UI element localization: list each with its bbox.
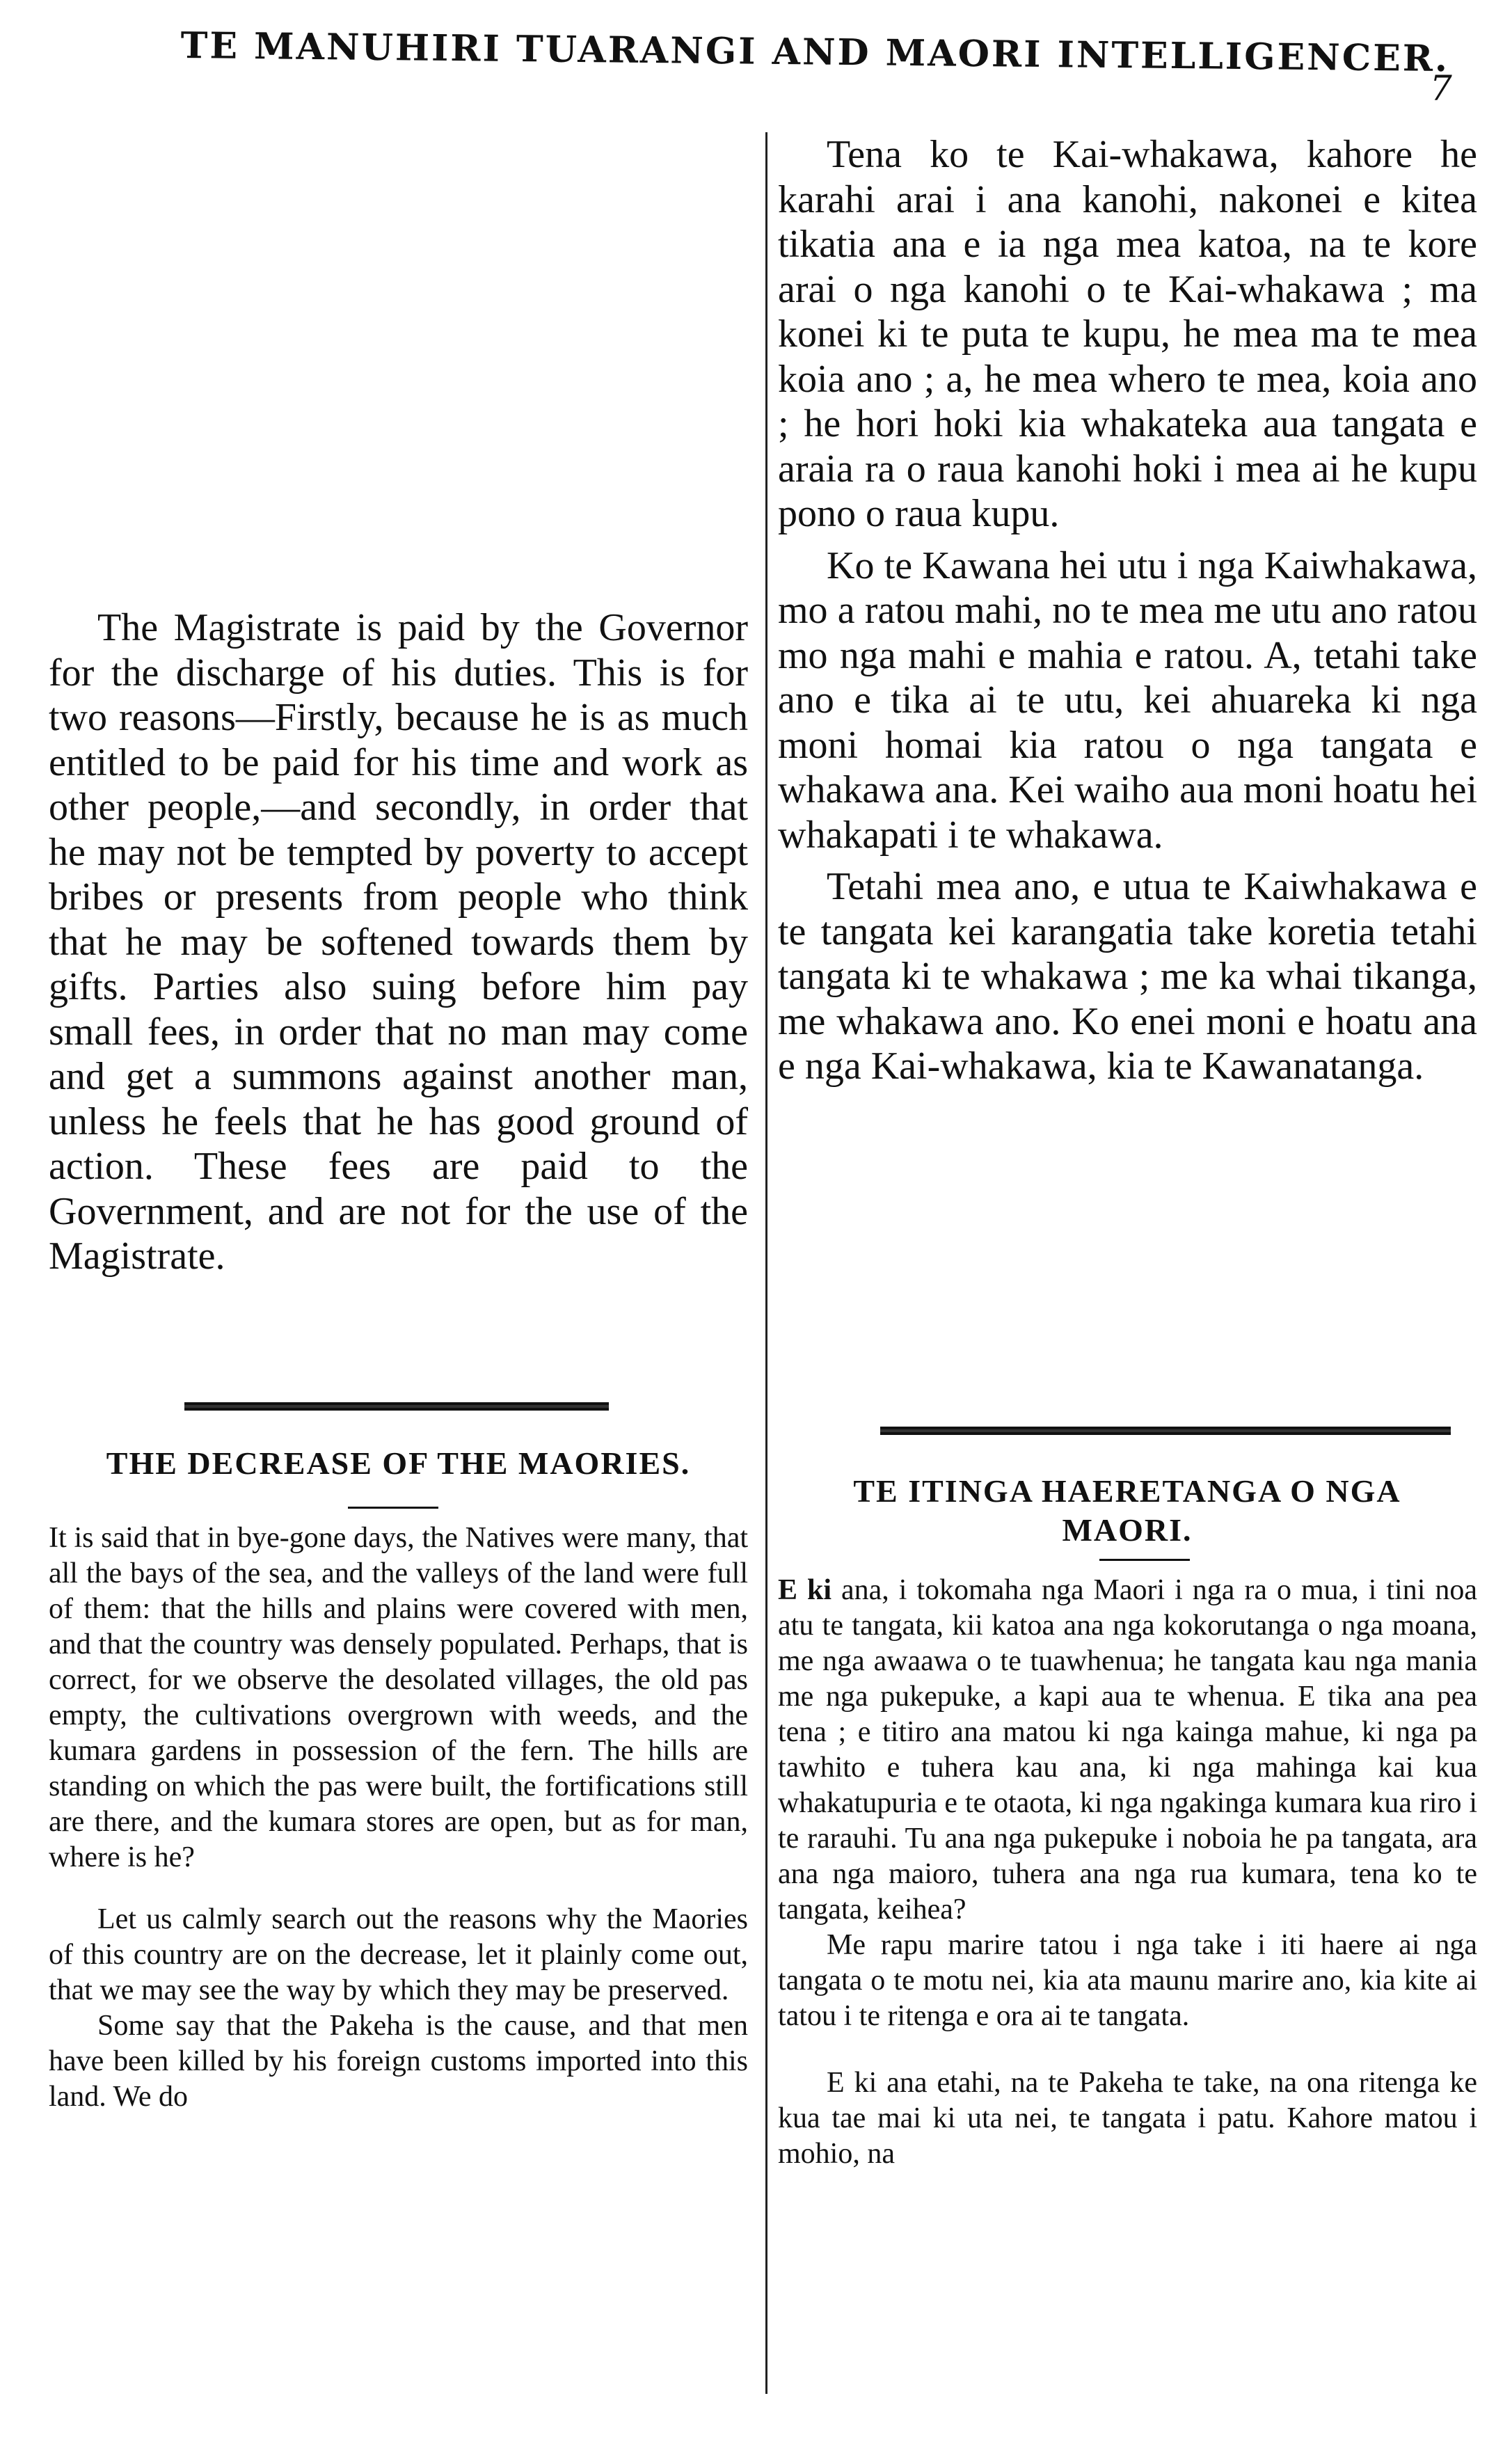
right-section-ornament xyxy=(880,1427,1451,1435)
column-divider xyxy=(765,132,767,2394)
left-column-magistrate xyxy=(49,605,748,1279)
left-section-ornament xyxy=(184,1402,609,1411)
itinga-paragraph-1 xyxy=(778,1573,1477,1928)
decrease-paragraph-3: Some say that the Pakeha is the cause, and that men have been killed by his foreign customs imported into this land. We do xyxy=(49,2010,748,2113)
left-column-decrease xyxy=(49,1521,748,2115)
decrease-paragraph-1: It is said that in bye-gone days, the Natives were many, that all the bays of the sea, and the valleys of the land were full of them: that the hills and plains were covered with men, and that the country was densely populated. Perhaps, that is correct, for we observe the desolated villages, the old pas empty, the cultivations overgrown with weeds, and the kumara gardens in possession of the fern. The hills are standing on which the pas were built, the fortifications still are there, and the kumara stores are open, but as for man, where is he? xyxy=(49,1522,748,1873)
left-heading-rule xyxy=(348,1507,438,1509)
right-heading-rule xyxy=(1099,1559,1190,1561)
right-column-kaiwhakawa xyxy=(778,132,1477,1089)
magistrate-paragraph: The Magistrate is paid by the Governor for the discharge of his duties. This is for two reasons—Firstly, because he is as much entitled to be paid for his time and work as other people,—and secondly, in order that he may not be tempted by poverty to accept bribes or presents from people who think that he may be softened towards them by gifts. Parties also suing before him pay small fees, in order that no man may come and get a summons against another man, unless he feels that he has good ground of action. These fees are paid to the Government, and are not for the use of the Magistrate. xyxy=(49,606,748,1278)
kaiwhakawa-paragraph-2: Ko te Kawana hei utu i nga Kaiwhakawa, mo a ratou mahi, no te mea me utu ano ratou mo nga mahi e mahia e ratou. A, tetahi take ano e tika ai te utu, kei ahuareka ki nga moni homai kia ratou o nga tangata e whakawa ana. Kei waiho aua moni hoatu hei whakapati i te whakawa. xyxy=(778,543,1477,857)
itinga-paragraph-1-text: ana, i tokomaha nga Maori i nga ra o mua, i tini noa atu te tangata, kii katoa ana nga kokorutanga o nga moana, me nga awaawa o te tuawhenua; he tangata kau nga mania me nga pukepuke, a kapi aua te whenua. E tika ana pea tena ; e titiro ana matou ki nga kainga mahue, ki nga pa tawhito e tuhera kau ana, ki nga mahinga kai kua whakatupuria e te otaota, ki nga ngakinga kumara kua riro i te rarauhi. Tu ana nga pukepuke i noboia he pa tangata, ara ana nga maioro, tuhera ana nga rua kumara, tena ko te tangata, keihea? xyxy=(778,1574,1477,1926)
itinga-paragraph-3: E ki ana etahi, na te Pakeha te take, na ona ritenga ke kua tae mai ki uta nei, te tangata i patu. Kahore matou i mohio, na xyxy=(778,2067,1477,2170)
decrease-heading: THE DECREASE OF THE MAORIES. xyxy=(106,1445,691,1481)
running-title: TE MANUHIRI TUARANGI AND MAORI INTELLIGENCER. xyxy=(180,24,1450,81)
itinga-dropcap: E ki xyxy=(778,1574,832,1606)
page-number: 7 xyxy=(1430,68,1452,109)
itinga-heading: TE ITINGA HAERETANGA O NGA MAORI. xyxy=(853,1473,1401,1548)
itinga-paragraph-2: Me rapu marire tatou i nga take i iti haere ai nga tangata o te motu nei, kia ata maunu marire ano, kia kite ai tatou i te ritenga e ora ai te tangata. xyxy=(778,1929,1477,2032)
right-column-itinga xyxy=(778,1573,1477,2172)
kaiwhakawa-paragraph-3: Tetahi mea ano, e utua te Kaiwhakawa e te tangata kei karangatia take koretia tetahi tangata ki te whakawa ; me ka whai tikanga, me whakawa ano. Ko enei moni e hoatu ana e nga Kai-whakawa, kia te Kawanatanga. xyxy=(778,865,1477,1088)
kaiwhakawa-paragraph-1: Tena ko te Kai-whakawa, kahore he karahi arai i ana kanohi, nakonei e kitea tikatia ana e ia nga mea katoa, na te kore arai o nga kanohi o te Kai-whakawa ; ma konei ki te puta te kupu, he mea ma te mea koia ano ; a, he mea whero te mea, koia ano ; he hori hoki kia whakateka aua tangata e araia ra o raua kanohi hoki i mea ai he kupu pono o raua kupu. xyxy=(778,133,1477,535)
decrease-paragraph-2: Let us calmly search out the reasons why the Maories of this country are on the decrease, let it plainly come out, that we may see the way by which they may be preserved. xyxy=(49,1903,748,2006)
